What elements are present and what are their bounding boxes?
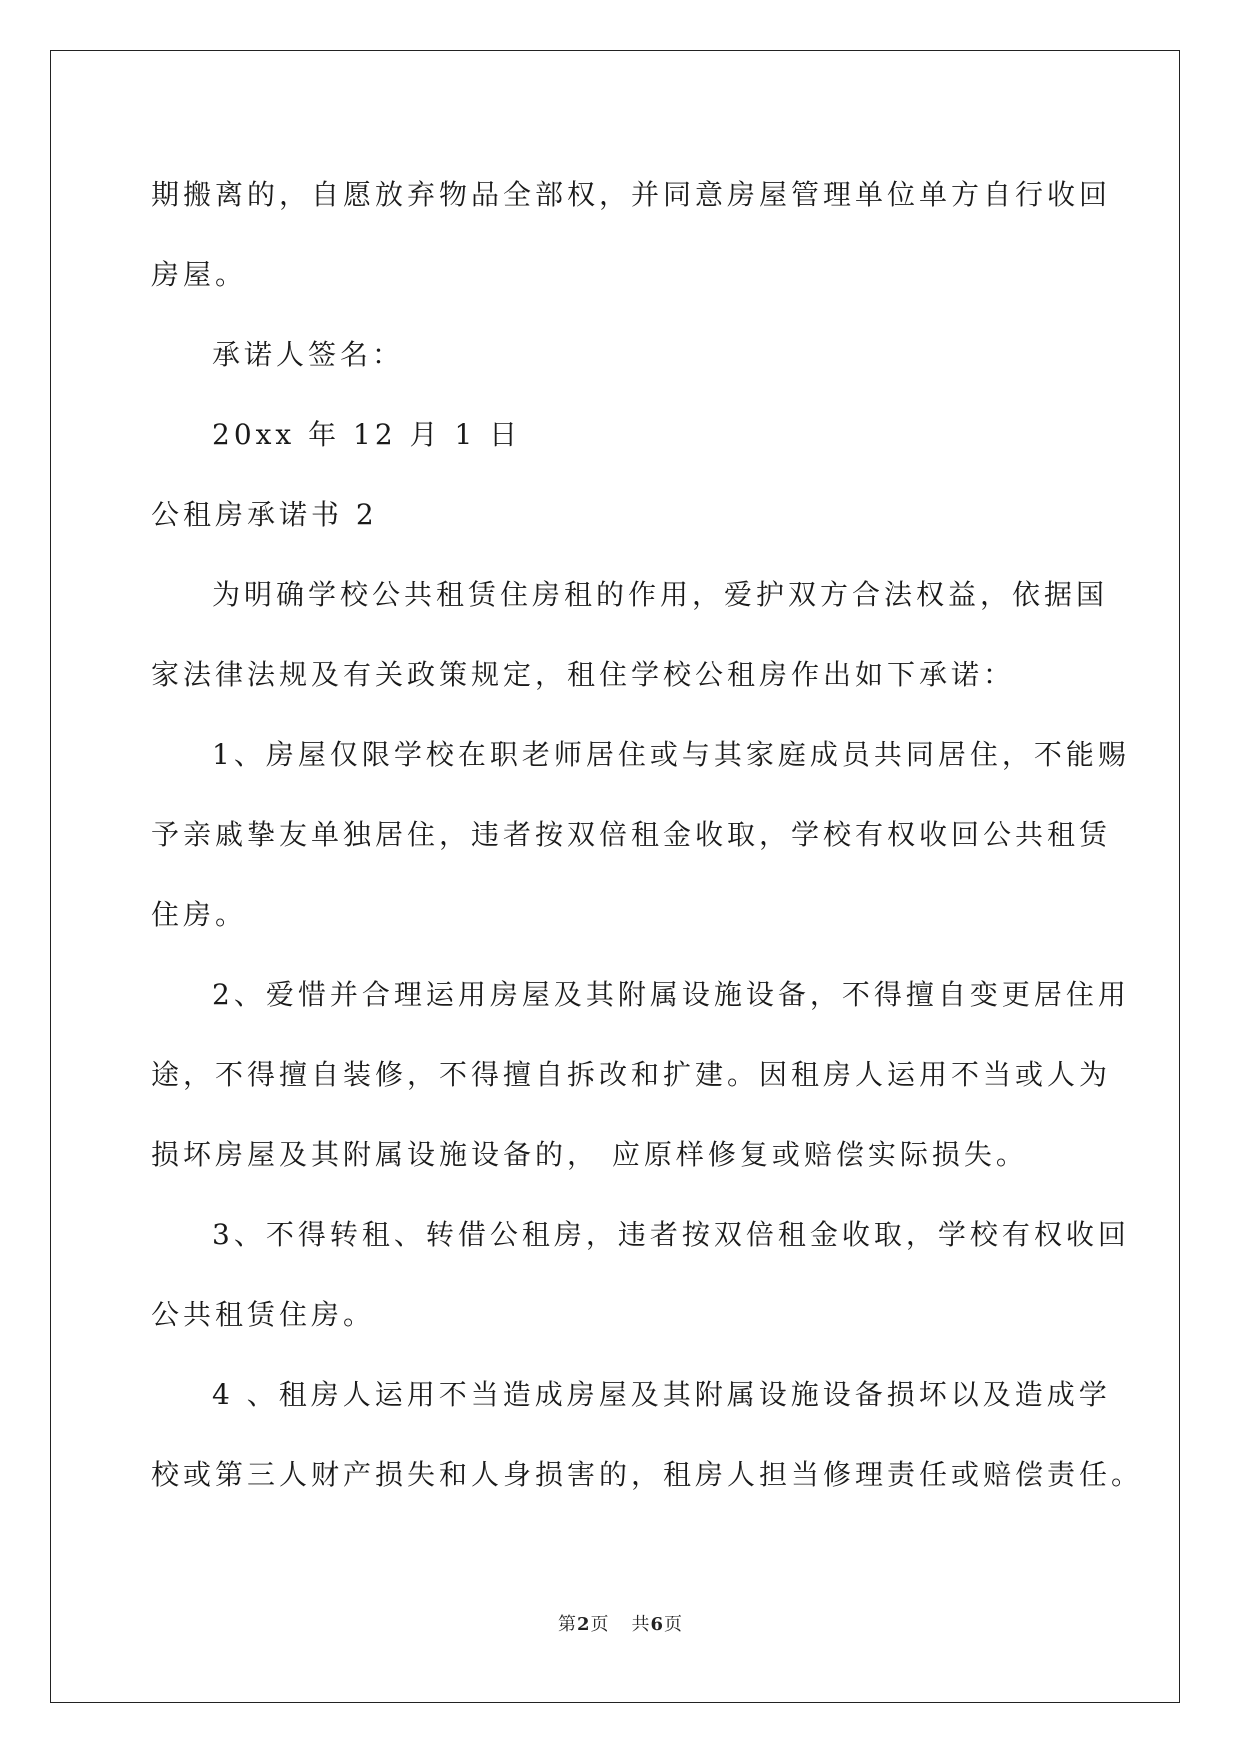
text-line: 家法律法规及有关政策规定，租住学校公租房作出如下承诺： — [151, 658, 1016, 691]
text-line: 损坏房屋及其附属设施设备的， 应原样修复或赔偿实际损失。 — [151, 1138, 1028, 1171]
footer-total-suffix: 页 — [664, 1614, 684, 1635]
clause-3: 3、不得转租、转借公租房，违者按双倍租金收取，学校有权收回 — [212, 1218, 1130, 1251]
text-line: 予亲戚挚友单独居住，违者按双倍租金收取，学校有权收回公共租赁 — [151, 818, 1112, 851]
clause-2: 2、爱惜并合理运用房屋及其附属设施设备，不得擅自变更居住用 — [212, 978, 1130, 1011]
signature-label: 承诺人签名： — [212, 338, 405, 371]
document-body — [151, 155, 1144, 1515]
text-line: 为明确学校公共租赁住房租的作用，爱护双方合法权益，依据国 — [212, 578, 1109, 611]
footer-page-prefix: 第 — [557, 1614, 577, 1635]
footer-total-number: 6 — [650, 1614, 665, 1635]
text-line: 公共租赁住房。 — [151, 1298, 376, 1331]
footer-total-prefix: 共 — [631, 1614, 651, 1635]
footer-page-suffix: 页 — [590, 1614, 610, 1635]
section-heading: 公租房承诺书 2 — [151, 498, 378, 531]
clause-4: 4 、租房人运用不当造成房屋及其附属设施设备损坏以及造成学 — [212, 1378, 1111, 1411]
text-line: 住房。 — [151, 898, 248, 931]
date-line: 20xx 年 12 月 1 日 — [212, 418, 522, 451]
clause-1: 1、房屋仅限学校在职老师居住或与其家庭成员共同居住，不能赐 — [212, 738, 1130, 771]
text-line: 期搬离的，自愿放弃物品全部权，并同意房屋管理单位单方自行收回 — [151, 178, 1112, 211]
page-footer — [0, 1610, 1241, 1636]
text-line: 校或第三人财产损失和人身损害的，租房人担当修理责任或赔偿责任。 — [151, 1458, 1144, 1491]
footer-page-number: 2 — [576, 1614, 591, 1635]
text-line: 房屋。 — [151, 258, 248, 291]
text-line: 途，不得擅自装修，不得擅自拆改和扩建。因租房人运用不当或人为 — [151, 1058, 1112, 1091]
